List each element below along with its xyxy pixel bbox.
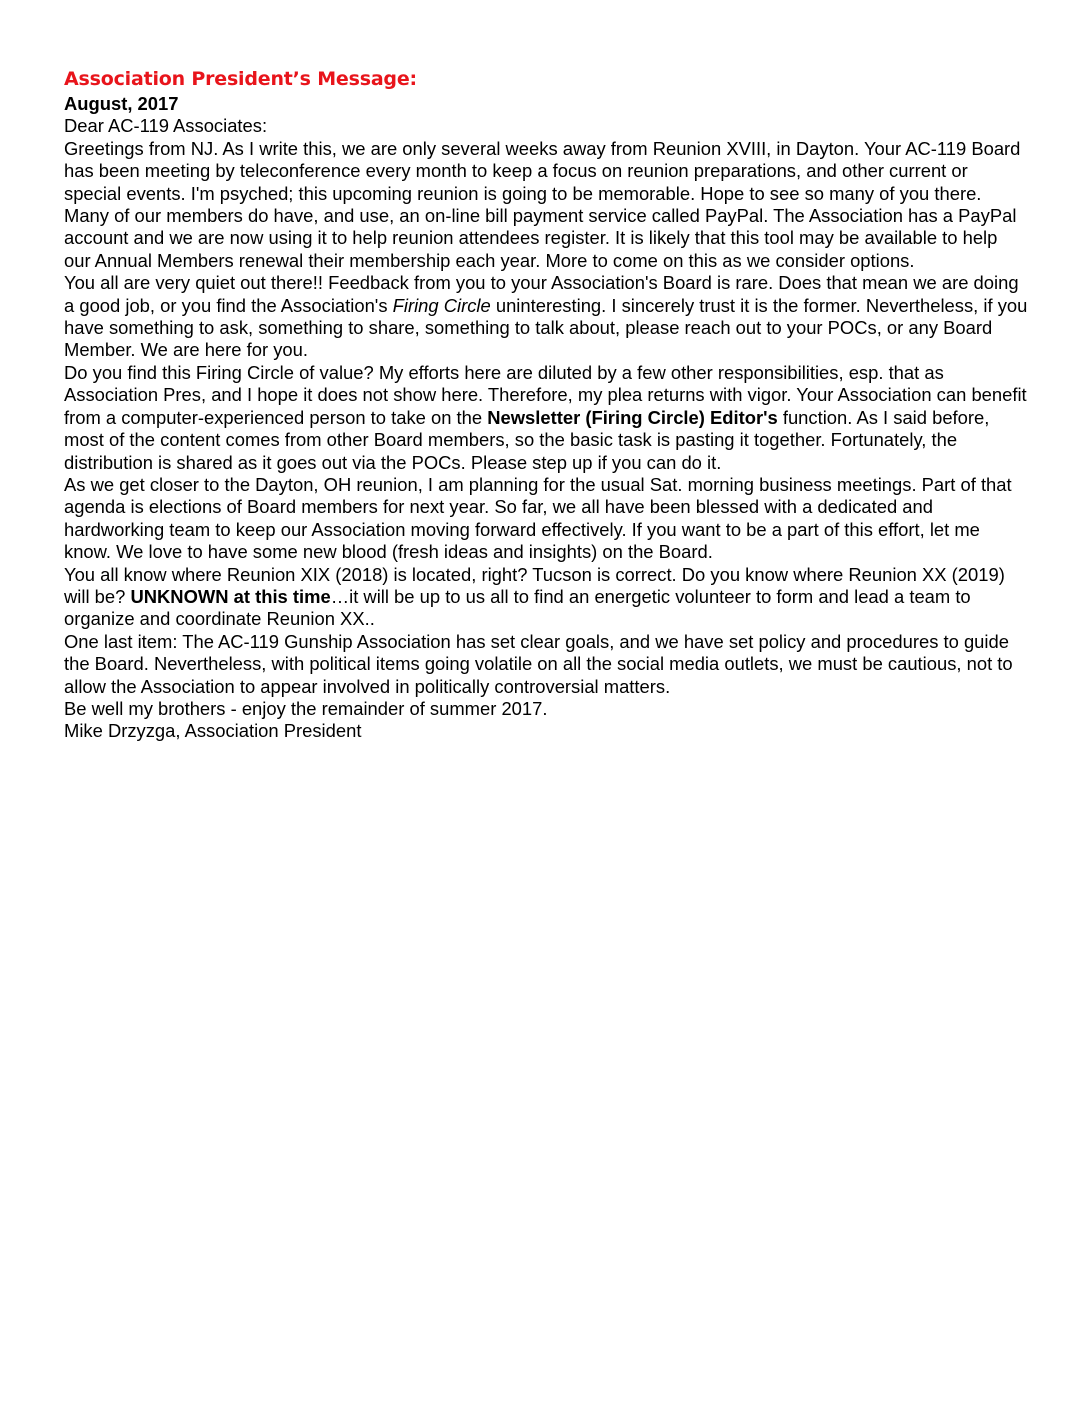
signature: Mike Drzyzga, Association President [64,720,362,742]
paragraph-reunion-locations [64,564,1028,631]
document-page [64,66,1028,743]
closing-line: Be well my brothers - enjoy the remainder of summer 2017. [64,697,548,719]
paragraph-editor-request [64,362,1028,474]
paragraph-elections: As we get closer to the Dayton, OH reunion, I am planning for the usual Sat. morning business meetings. Part of that agenda is elections of Board members for next year. So far, we all have been blessed with a dedicated and hardworking team to keep our Association moving forward effectively. If you want to be a part of this effort, let me know. We love to have some new blood (fresh ideas and insights) on the Board. [64,473,1012,563]
paragraph-editor-text-1: Do you find this Firing Circle of value? My efforts here are diluted by a few other responsibilities, esp. that as Association Pres, and I hope it does not show here. Therefore, my plea returns with vigor. Your Association can benefit from a computer-experienced person to take on the [64,361,1027,428]
paragraph-paypal: Many of our members do have, and use, an on-line bill payment service called PayPal. The Association has a PayPal account and we are now using it to help reunion attendees register. It is likely that this tool may be available to help our Annual Members renewal their membership each year. More to come on this as we consider options. [64,205,1017,271]
salutation: Dear AC-119 Associates: [64,115,268,137]
page-title: Association President’s Message: [64,68,417,90]
unknown-bold: UNKNOWN at this time [130,585,331,607]
editor-role-bold: Newsletter (Firing Circle) Editor's [487,406,778,428]
paragraph-editor-text-2: function. As I said before, most of the content comes from other Board members, so the basic task is pasting it together. Fortunately, the distribution is shared as it goes out via the POCs. Please step up if you can do it. [64,406,990,473]
firing-circle-italic: Firing Circle [392,294,491,316]
paragraph-reunion-text-1: You all know where Reunion XIX (2018) is located, right? Tucson is correct. Do you know where Reunion XX (2019) will be? [64,563,1005,607]
paragraph-feedback-text-2: uninteresting. I sincerely trust it is the former. Nevertheless, if you have something to ask, something to share, something to talk about, please reach out to your POCs, or any Board Member. We are here for you. [64,294,1028,361]
paragraph-feedback [64,272,1028,362]
paragraph-reunion-text-2: …it will be up to us all to find an energetic volunteer to form and lead a team to organize and coordinate Reunion XX.. [64,585,971,630]
paragraph-policy: One last item: The AC-119 Gunship Association has set clear goals, and we have set policy and procedures to guide the Board. Nevertheless, with political items going volatile on all the social media outlets, we must be cautious, not to allow the Association to appear involved in politically controversial matters. [64,630,1013,697]
message-date: August, 2017 [64,93,179,114]
paragraph-greetings: Greetings from NJ. As I write this, we are only several weeks away from Reunion XVIII, in Dayton. Your AC-119 Board has been meeting by teleconference every month to keep a focus on reunion preparations, and other current or special events. I'm psyched; this upcoming reunion is going to be memorable. Hope to see so many of you there. [64,137,1021,204]
paragraph-feedback-text-1: You all are very quiet out there!! Feedback from you to your Association's Board is rare. Does that mean we are doing a good job, or you find the Association's [64,272,1019,316]
